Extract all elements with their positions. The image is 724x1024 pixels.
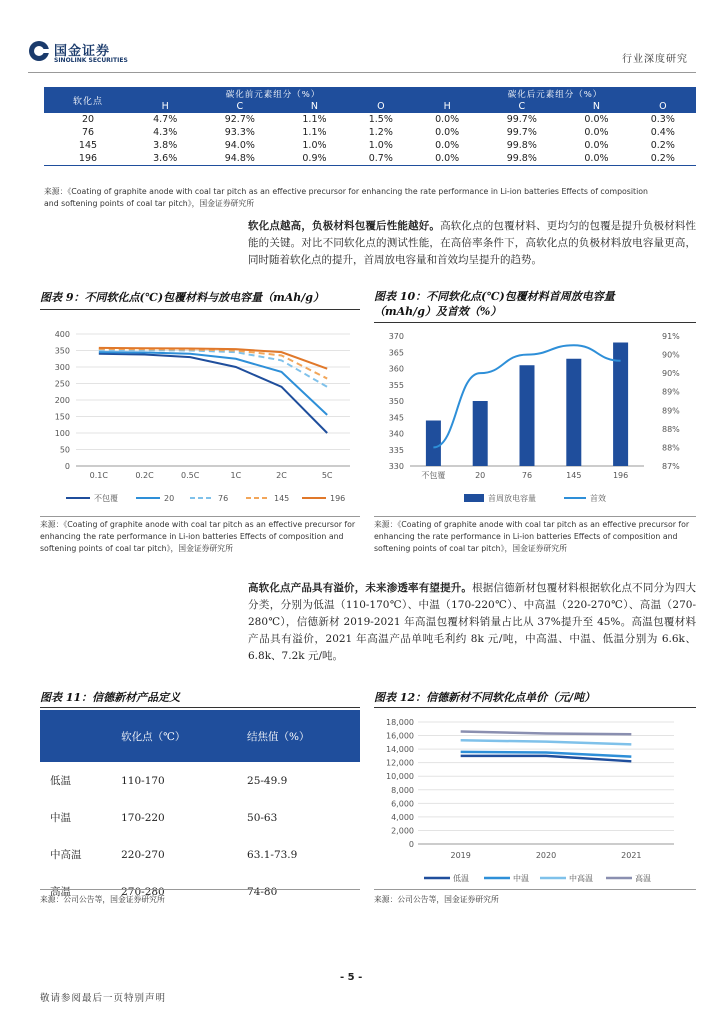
y2-tick-label: 88% <box>662 424 680 434</box>
fig11-title: 图表 11：信德新材产品定义 <box>40 691 181 704</box>
table-cell: 94.0% <box>224 140 255 151</box>
y-tick-label: 10,000 <box>386 772 414 782</box>
y-tick-label: 355 <box>388 380 404 390</box>
x-tick-label: 2019 <box>450 851 471 860</box>
y-tick-label: 350 <box>54 346 70 356</box>
logo-en-text: SINOLINK SECURITIES <box>54 57 128 64</box>
table-cell: 4.3% <box>153 127 178 138</box>
x-tick-label: 2C <box>276 471 287 480</box>
fig9-chart <box>40 322 360 512</box>
table-corner-label: 软化点 <box>44 87 132 113</box>
fig10-chart <box>374 326 696 512</box>
fig9-title: 图表 9：不同软化点(℃)包覆材料与放电容量（mAh/g） <box>40 291 324 304</box>
definition-col-header: 结焦值（%） <box>237 710 360 762</box>
table-cell: 1.2% <box>368 127 393 138</box>
table-cell: 4.7% <box>153 114 178 125</box>
y2-tick-label: 90% <box>662 369 680 379</box>
y-tick-label: 300 <box>54 363 70 372</box>
y-tick-label: 18,000 <box>386 718 414 727</box>
y2-tick-label: 89% <box>662 406 680 416</box>
table-cell: 94.8% <box>198 152 281 166</box>
fig11-bottom-rule <box>40 889 360 890</box>
table-cell: 25-49.9 <box>247 774 288 787</box>
table-cell: 93.3% <box>224 127 255 138</box>
y-tick-label: 0 <box>408 840 414 849</box>
legend-label: 低温 <box>453 874 469 883</box>
element-col-header: C <box>480 100 563 113</box>
table-cell: 中高温 <box>50 849 82 861</box>
table-cell: 170-220 <box>121 811 165 824</box>
series-line <box>461 731 632 734</box>
table-row <box>44 126 696 139</box>
y2-tick-label: 88% <box>662 443 680 453</box>
y-tick-label: 2,000 <box>391 826 414 836</box>
table-cell: 1.1% <box>302 127 327 138</box>
table-cell: 0.2% <box>630 152 696 166</box>
x-tick-label: 0.5C <box>181 471 200 480</box>
table-cell: 低温 <box>50 775 71 787</box>
y-tick-label: 400 <box>54 330 70 339</box>
fig9-source: 来源：《Coating of graphite anode with coal tar pitch as an effective precursor for enhancing the rate performance in Li-ion batteries Effects of composition and softening points of coal tar pitch》，国金证券研究所 <box>40 520 356 553</box>
table-cell: 中温 <box>50 812 71 824</box>
paragraph1-body: 高软化点的包覆材料、更均匀的包覆是提升负极材料性能的关键。对比不同软化点的测试性能，在高倍率条件下，高软化点的负极材料放电容量更高，同时随着软化点的提升，首周放电容量和首效均呈提升的趋势。 <box>248 220 697 266</box>
bar <box>473 401 488 466</box>
legend-label: 196 <box>330 494 346 503</box>
table-cell: 0.2% <box>650 140 675 151</box>
fig10-source: 来源：《Coating of graphite anode with coal tar pitch as an effective precursor for enhancing the rate performance in Li-ion batteries Effects of composition and softening points of coal tar pitch》，国金证券研究所 <box>374 520 690 553</box>
y-tick-label: 360 <box>388 364 404 374</box>
y-tick-label: 4,000 <box>391 812 414 822</box>
legend-label: 76 <box>218 494 229 503</box>
x-tick-label: 145 <box>566 471 582 480</box>
y-tick-label: 250 <box>54 379 70 389</box>
fig11-source: 来源：公司公告等，国金证券研究所 <box>40 895 165 904</box>
legend-label: 不包覆 <box>94 494 118 503</box>
x-tick-label: 0.2C <box>135 471 154 480</box>
table-cell: 3.8% <box>153 140 178 151</box>
table-cell: 110-170 <box>121 774 165 787</box>
paragraph1-lead: 软化点越高，负极材料包覆后性能越好。 <box>248 220 441 232</box>
y-tick-label: 100 <box>54 429 70 438</box>
paragraph-softening-performance <box>248 218 696 269</box>
element-col-header: N <box>563 100 629 113</box>
element-col-header: O <box>630 100 696 113</box>
definition-col-header: 软化点（℃） <box>111 710 237 762</box>
fig10-bottom-rule <box>374 516 696 517</box>
table-row <box>44 139 696 152</box>
element-col-header: N <box>281 100 347 113</box>
logo-mark-icon <box>28 40 50 62</box>
table-cell: 145 <box>78 140 98 151</box>
y-tick-label: 12,000 <box>386 758 414 768</box>
table-cell: 99.8% <box>480 152 563 166</box>
fig9-bottom-rule <box>40 516 360 517</box>
fig10-title <box>374 289 696 319</box>
y-tick-label: 150 <box>54 412 70 422</box>
y-tick-label: 0 <box>64 462 70 471</box>
legend-label: 中高温 <box>569 874 593 883</box>
table-cell: 0.0% <box>414 152 480 166</box>
x-tick-label: 1C <box>230 471 242 480</box>
table-cell: 63.1-73.9 <box>247 848 298 861</box>
legend-label: 首周放电容量 <box>488 494 536 503</box>
y2-tick-label: 91% <box>662 332 680 341</box>
fig12-rule <box>374 707 696 708</box>
element-col-header: H <box>414 100 480 113</box>
x-tick-label: 76 <box>521 471 533 480</box>
x-tick-label: 2020 <box>535 851 557 860</box>
y-tick-label: 14,000 <box>386 745 414 755</box>
y2-tick-label: 90% <box>662 350 680 360</box>
header-divider <box>28 72 696 73</box>
fig10-title-line2: （mAh/g）及首效（%） <box>374 305 502 318</box>
x-tick-label: 196 <box>612 471 629 480</box>
table-cell: 99.7% <box>506 127 537 138</box>
x-tick-label: 5C <box>321 471 333 480</box>
company-logo <box>28 38 148 70</box>
footer-disclaimer: 敬请参阅最后一页特别声明 <box>40 993 167 1004</box>
table-cell: 50-63 <box>247 811 278 824</box>
y-tick-label: 345 <box>388 413 404 423</box>
bar <box>426 421 441 467</box>
table-row <box>44 113 696 126</box>
table-cell: 74-80 <box>247 885 278 898</box>
table-cell: 196 <box>44 152 132 166</box>
fig12-chart <box>374 712 696 888</box>
y-tick-label: 350 <box>388 397 404 406</box>
x-tick-label: 0.1C <box>89 471 108 480</box>
table-row <box>40 762 360 799</box>
y-tick-label: 8,000 <box>391 785 414 795</box>
fig10-rule <box>374 322 696 323</box>
bar <box>566 359 581 466</box>
logo-cn-text: 国金证券 <box>54 44 111 59</box>
group-before-header: 碳化前元素组分（%） <box>132 87 414 100</box>
y-tick-label: 330 <box>388 462 404 471</box>
table-cell: 1.5% <box>368 114 393 125</box>
y2-tick-label: 89% <box>662 387 680 397</box>
element-col-header: C <box>198 100 281 113</box>
fig10-title-line1: 图表 10：不同软化点(℃)包覆材料首周放电容量 <box>374 290 615 303</box>
fig12-bottom-rule <box>374 889 696 890</box>
table-cell: 3.6% <box>132 152 198 166</box>
table-row <box>40 836 360 873</box>
paragraph-premium-pricing <box>248 580 696 665</box>
element-col-header: O <box>348 100 414 113</box>
table-cell: 76 <box>81 127 95 138</box>
table-cell: 0.0% <box>584 127 609 138</box>
table-row <box>44 152 696 166</box>
table-cell: 92.7% <box>224 114 255 125</box>
series-line <box>99 354 327 433</box>
y-tick-label: 340 <box>388 429 404 439</box>
y-tick-label: 200 <box>54 396 70 405</box>
table-cell: 0.0% <box>435 140 460 151</box>
table-cell: 0.7% <box>348 152 414 166</box>
y-tick-label: 335 <box>388 445 404 455</box>
element-composition-table <box>44 87 696 166</box>
y-tick-label: 365 <box>388 348 404 358</box>
legend-label: 中温 <box>513 874 529 883</box>
table-row <box>40 799 360 836</box>
element-col-header: H <box>132 100 198 113</box>
table-cell: 270-280 <box>121 885 165 898</box>
table-cell: 99.8% <box>506 140 537 151</box>
y-tick-label: 50 <box>59 445 70 455</box>
definition-col-header <box>40 710 111 762</box>
fig12-source: 来源：公司公告等，国金证券研究所 <box>374 895 499 904</box>
series-line <box>461 756 632 761</box>
bar <box>520 365 535 466</box>
paragraph2-lead: 高软化点产品具有溢价，未来渗透率有望提升。 <box>248 582 473 594</box>
table1-source <box>44 186 704 210</box>
group-after-header: 碳化后元素组分（%） <box>414 87 696 100</box>
y-tick-label: 370 <box>388 332 404 341</box>
x-tick-label: 不包覆 <box>421 471 446 480</box>
table-cell: 99.7% <box>506 114 537 125</box>
series-line <box>461 740 632 744</box>
legend-label: 高温 <box>635 874 651 883</box>
table-cell: 0.0% <box>435 127 460 138</box>
table-cell: 0.0% <box>584 140 609 151</box>
table-cell: 0.0% <box>563 152 629 166</box>
fig9-rule <box>40 309 360 310</box>
table-cell: 0.0% <box>584 114 609 125</box>
table1-source-line1: 来源：《Coating of graphite anode with coal tar pitch as an effective precursor for enhancing the rate performance in Li-ion batteries Effects of composition <box>44 187 648 196</box>
table-cell: 1.0% <box>302 140 327 151</box>
table-cell: 高温 <box>50 886 71 898</box>
table-cell: 0.0% <box>435 114 460 125</box>
table-cell: 0.9% <box>281 152 347 166</box>
table1-source-line2: and softening points of coal tar pitch》，国金证券研究所 <box>44 199 255 208</box>
table-cell: 0.3% <box>650 114 675 125</box>
x-tick-label: 2021 <box>621 851 642 860</box>
table-cell: 1.1% <box>302 114 327 125</box>
table-cell: 220-270 <box>121 848 165 861</box>
fig11-rule <box>40 707 360 708</box>
legend-label: 145 <box>274 494 290 503</box>
fig12-title: 图表 12：信德新材不同软化点单价（元/吨） <box>374 691 596 704</box>
table-cell: 0.4% <box>650 127 675 138</box>
y2-tick-label: 87% <box>662 462 680 471</box>
y-tick-label: 6,000 <box>391 799 414 809</box>
x-tick-label: 20 <box>475 471 486 480</box>
legend-swatch <box>464 494 484 502</box>
report-type: 行业深度研究 <box>622 54 688 65</box>
paragraph2-body: 根据信德新材包覆材料根据软化点不同分为四大分类，分别为低温（110-170℃）、中温（170-220℃）、中高温（220-270℃）、高温（270-280℃），信德新材 2019-2021 年高温包覆材料销量占比从 37%提升至 45%。高温包覆材料产品具有溢价，2021 年高温产品单吨毛利约 8k 元/吨，中高温、中温、低温分别为 6.6k、6.8k、7.2k 元/吨。 <box>248 582 697 662</box>
page-number: - 5 - <box>340 972 363 983</box>
table-cell: 20 <box>81 114 95 125</box>
legend-label: 首效 <box>590 494 606 503</box>
y-tick-label: 16,000 <box>386 731 414 741</box>
product-definition-table <box>40 710 360 910</box>
table-cell: 1.0% <box>368 140 393 151</box>
legend-label: 20 <box>164 494 175 503</box>
